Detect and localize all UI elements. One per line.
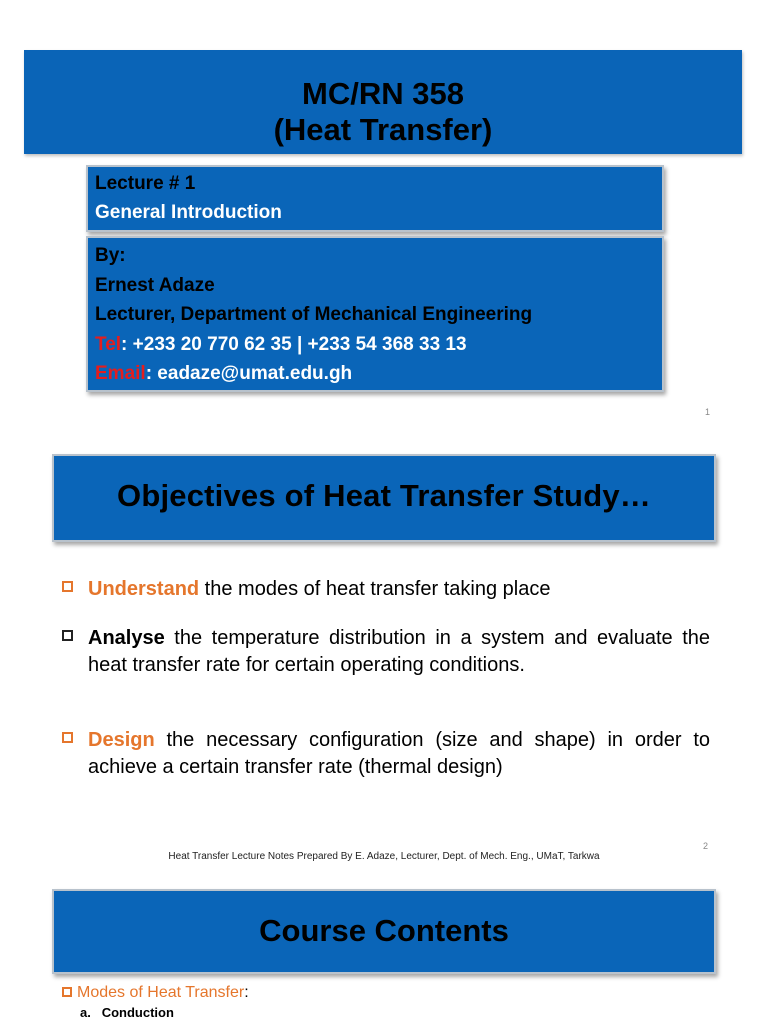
lecturer-position: Lecturer, Department of Mechanical Engineering [95, 304, 533, 325]
objective-text: the modes of heat transfer taking place [199, 578, 551, 600]
objective-item [62, 727, 710, 780]
course-contents-heading: Course Contents [259, 913, 509, 948]
author-info-box [86, 236, 664, 392]
tel-line [95, 330, 655, 360]
checkbox-bullet-icon [62, 581, 73, 592]
sub-item-text: Conduction [101, 1005, 174, 1020]
sub-item-marker: a. [80, 1005, 91, 1020]
objectives-list [62, 625, 710, 678]
tel-label: Tel [95, 333, 122, 355]
lecture-info-box [86, 165, 664, 232]
email-line [95, 359, 655, 389]
lecture-number: Lecture # 1 [95, 173, 196, 194]
email-value: : eadaze@umat.edu.gh [145, 363, 353, 384]
course-code: MC/RN 358 [302, 76, 464, 111]
modes-label: Modes of Heat Transfer [77, 984, 245, 1001]
email-label: Email [95, 363, 146, 384]
checkbox-bullet-icon [62, 732, 73, 743]
course-name: (Heat Transfer) [273, 112, 493, 147]
modes-colon: : [244, 984, 249, 1001]
objective-text: the temperature distribution in a system and evaluate the heat transfer rate for certain operating conditions. [88, 627, 710, 676]
objective-item [62, 625, 710, 678]
objective-item [62, 576, 710, 603]
objective-keyword: Design [88, 729, 155, 751]
by-label: By: [95, 245, 126, 266]
objective-keyword: Understand [88, 578, 200, 600]
page-number-2: 2 [703, 841, 709, 851]
course-title-banner [24, 50, 742, 154]
tel-value: : +233 20 770 62 35 | +233 54 368 33 13 [121, 333, 467, 355]
lecturer-name: Ernest Adaze [95, 274, 215, 296]
content-sub-item [80, 1005, 174, 1020]
objective-text: the necessary configuration (size and shape) in order to achieve a certain transfer rate (thermal design) [88, 729, 710, 778]
objectives-heading: Objectives of Heat Transfer Study… [117, 478, 651, 513]
lecture-title: General Introduction [95, 202, 282, 223]
modes-heading [62, 984, 249, 1002]
objectives-heading-box [52, 454, 716, 542]
slide-footer: Heat Transfer Lecture Notes Prepared By E. Adaze, Lecturer, Dept. of Mech. Eng., UMaT, Tarkwa [168, 851, 600, 862]
objectives-list [62, 727, 710, 780]
checkbox-bullet-icon [62, 987, 72, 997]
objectives-list [62, 576, 710, 603]
objective-keyword: Analyse [88, 627, 165, 649]
course-contents-heading-box [52, 889, 716, 974]
checkbox-bullet-icon [62, 630, 73, 641]
page-number-1: 1 [705, 407, 711, 417]
